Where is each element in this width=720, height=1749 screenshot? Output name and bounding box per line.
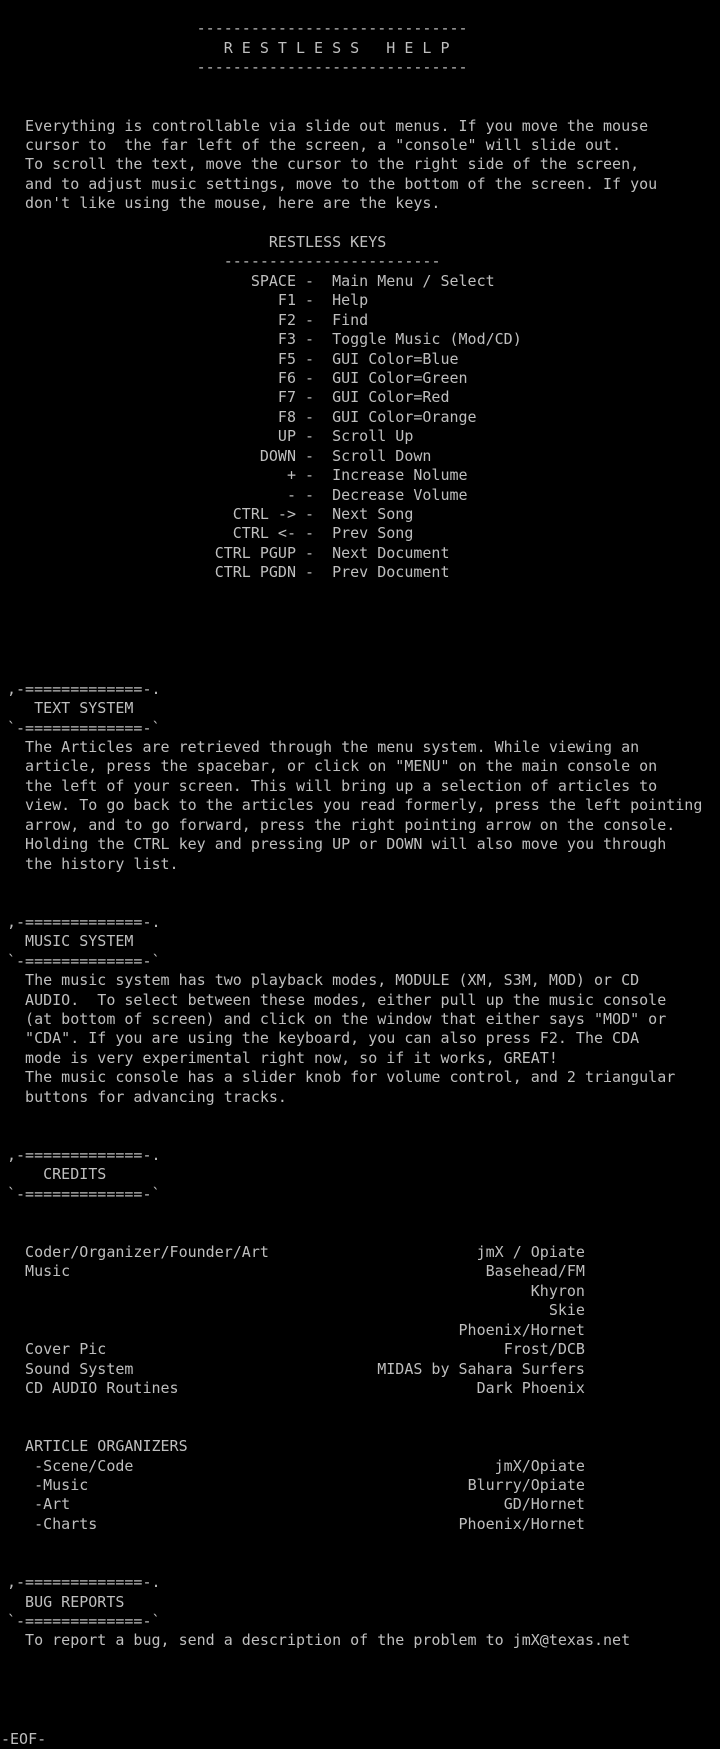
credit-row bbox=[7, 1282, 585, 1301]
page-title: R E S T L E S S H E L P bbox=[223, 38, 450, 57]
credit-person: Skie bbox=[548, 1301, 585, 1320]
organizer-person: Phoenix/Hornet bbox=[458, 1514, 585, 1533]
section-box-bottom: `-=============-` bbox=[7, 1612, 161, 1631]
title-rule-top: ------------------------------ bbox=[196, 19, 468, 38]
title-block bbox=[7, 0, 720, 78]
key-separator: - bbox=[305, 349, 315, 368]
blank-line bbox=[7, 97, 720, 116]
key-action: Main Menu / Select bbox=[332, 271, 495, 290]
section-box-top: ,-=============-. bbox=[7, 912, 161, 931]
section-line: The Articles are retrieved through the menu system. While viewing an bbox=[25, 738, 640, 757]
section-box-bottom: `-=============-` bbox=[7, 951, 161, 970]
key-row bbox=[7, 505, 720, 524]
sections bbox=[7, 583, 720, 1651]
blank-line bbox=[7, 1107, 720, 1126]
blank-line bbox=[7, 660, 720, 679]
section-box-bottom: `-=============-` bbox=[7, 718, 161, 737]
credit-person: MIDAS by Sahara Surfers bbox=[377, 1359, 585, 1378]
key-name: F8 bbox=[277, 407, 296, 426]
organizer-role: -Art bbox=[34, 1495, 71, 1514]
credit-role: CD AUDIO Routines bbox=[25, 1378, 179, 1397]
section-line: the left of your screen. This will bring up a selection of articles to bbox=[25, 776, 658, 795]
section-box-top: ,-=============-. bbox=[7, 1145, 161, 1164]
key-name: CTRL -> bbox=[232, 504, 296, 523]
blank-line bbox=[7, 1224, 720, 1243]
section-line: (at bottom of screen) and click on the window that either says "MOD" or bbox=[25, 1009, 667, 1028]
section-line: The music console has a slider knob for volume control, and 2 triangular bbox=[25, 1068, 676, 1087]
intro-paragraph bbox=[7, 78, 720, 214]
key-row bbox=[7, 311, 720, 330]
organizer-row bbox=[7, 1515, 585, 1534]
section-line: arrow, and to go forward, press the right pointing arrow on the console. bbox=[25, 815, 676, 834]
key-separator: - bbox=[305, 388, 315, 407]
key-row bbox=[7, 369, 720, 388]
credit-person: Phoenix/Hornet bbox=[458, 1320, 585, 1339]
section-text-system bbox=[7, 583, 720, 874]
key-name: F7 bbox=[277, 388, 296, 407]
intro-line: To scroll the text, move the cursor to the right side of the screen, bbox=[25, 155, 640, 174]
intro-line: cursor to the far left of the screen, a "console" will slide out. bbox=[25, 135, 622, 154]
blank-line bbox=[7, 874, 720, 893]
blank-line bbox=[7, 641, 720, 660]
section-line: Holding the CTRL key and pressing UP or DOWN will also move you through bbox=[25, 835, 667, 854]
section-line: AUDIO. To select between these modes, either pull up the music console bbox=[25, 990, 667, 1009]
credit-person: Dark Phoenix bbox=[476, 1378, 585, 1397]
key-action: GUI Color=Blue bbox=[332, 349, 459, 368]
keys-block bbox=[7, 214, 720, 583]
key-action: Help bbox=[332, 291, 369, 310]
key-row bbox=[7, 486, 720, 505]
credit-role: Coder/Organizer/Founder/Art bbox=[25, 1243, 269, 1261]
key-row bbox=[7, 330, 720, 349]
key-action: Prev Song bbox=[332, 524, 414, 543]
key-row bbox=[7, 563, 720, 582]
key-row bbox=[7, 466, 720, 485]
intro-line: and to adjust music settings, move to the bottom of the screen. If you bbox=[25, 174, 658, 193]
key-separator: - bbox=[305, 446, 315, 465]
section-title: MUSIC SYSTEM bbox=[25, 932, 134, 951]
key-action: Next Document bbox=[332, 543, 450, 562]
blank-line bbox=[7, 78, 720, 97]
section-line: mode is very experimental right now, so if it works, GREAT! bbox=[25, 1048, 558, 1067]
credit-row bbox=[7, 1321, 585, 1340]
section-title: BUG REPORTS bbox=[25, 1592, 125, 1611]
organizer-person: GD/Hornet bbox=[503, 1495, 585, 1514]
key-separator: - bbox=[305, 524, 315, 543]
key-action: Find bbox=[332, 310, 369, 329]
credit-person: jmX / Opiate bbox=[476, 1243, 585, 1261]
key-action: Prev Document bbox=[332, 563, 450, 582]
key-separator: - bbox=[305, 466, 315, 485]
section-box-top: ,-=============-. bbox=[7, 679, 161, 698]
section-title: TEXT SYSTEM bbox=[34, 699, 134, 718]
blank-line bbox=[7, 1204, 720, 1223]
credit-role: Cover Pic bbox=[25, 1340, 107, 1359]
key-name: CTRL <- bbox=[232, 524, 296, 543]
key-name: + bbox=[286, 466, 296, 485]
key-name: SPACE bbox=[250, 271, 296, 290]
key-action: Scroll Up bbox=[332, 427, 414, 446]
credit-row bbox=[7, 1360, 585, 1379]
key-action: Toggle Music (Mod/CD) bbox=[332, 330, 522, 349]
key-row bbox=[7, 408, 720, 427]
key-row bbox=[7, 272, 720, 291]
key-action: Increase Nolume bbox=[332, 466, 468, 485]
intro-line: don't like using the mouse, here are the keys. bbox=[25, 194, 441, 213]
key-separator: - bbox=[305, 291, 315, 310]
key-name: F5 bbox=[277, 349, 296, 368]
credit-row bbox=[7, 1262, 585, 1281]
section-line: buttons for advancing tracks. bbox=[25, 1087, 287, 1106]
key-row bbox=[7, 350, 720, 369]
key-action: Scroll Down bbox=[332, 446, 432, 465]
key-separator: - bbox=[305, 407, 315, 426]
key-name: CTRL PGDN bbox=[214, 563, 296, 582]
key-name: F6 bbox=[277, 369, 296, 388]
blank-line bbox=[7, 0, 720, 19]
section-box-bottom: `-=============-` bbox=[7, 1184, 161, 1203]
key-name: F2 bbox=[277, 310, 296, 329]
organizer-person: jmX/Opiate bbox=[494, 1456, 585, 1475]
section-title: CREDITS bbox=[43, 1165, 107, 1184]
intro-line: Everything is controllable via slide out menus. If you move the mouse bbox=[25, 116, 649, 135]
section-line: "CDA". If you are using the keyboard, you can also press F2. The CDA bbox=[25, 1029, 640, 1048]
key-row bbox=[7, 291, 720, 310]
key-action: GUI Color=Orange bbox=[332, 407, 477, 426]
key-row bbox=[7, 544, 720, 563]
key-name: CTRL PGUP bbox=[214, 543, 296, 562]
section-line: The music system has two playback modes, MODULE (XM, S3M, MOD) or CD bbox=[25, 971, 640, 990]
key-row bbox=[7, 524, 720, 543]
key-action: GUI Color=Green bbox=[332, 369, 468, 388]
key-separator: - bbox=[305, 485, 315, 504]
key-action: Decrease Volume bbox=[332, 485, 468, 504]
key-row bbox=[7, 388, 720, 407]
key-name: F3 bbox=[277, 330, 296, 349]
section-line: the history list. bbox=[25, 854, 179, 873]
organizer-role: -Music bbox=[34, 1476, 89, 1495]
key-row bbox=[7, 447, 720, 466]
key-separator: - bbox=[305, 427, 315, 446]
key-name: - bbox=[286, 485, 296, 504]
eof-marker: -EOF- bbox=[1, 1729, 47, 1748]
organizer-person: Blurry/Opiate bbox=[467, 1476, 585, 1495]
key-name: DOWN bbox=[259, 446, 296, 465]
title-rule-bottom: ------------------------------ bbox=[196, 58, 468, 77]
organizer-role: -Scene/Code bbox=[34, 1456, 134, 1475]
credit-row bbox=[7, 1340, 585, 1359]
key-action: Next Song bbox=[332, 504, 414, 523]
credit-row bbox=[7, 1379, 585, 1398]
section-line: article, press the spacebar, or click on "MENU" on the main console on bbox=[25, 757, 658, 776]
section-music-system bbox=[7, 874, 720, 1107]
organizer-row bbox=[7, 1457, 585, 1476]
blank-line bbox=[7, 893, 720, 912]
organizer-row bbox=[7, 1476, 585, 1495]
section-line: view. To go back to the articles you read formerly, press the left pointing bbox=[25, 796, 703, 815]
organizer-row bbox=[7, 1495, 585, 1514]
section-credits bbox=[7, 1107, 720, 1534]
blank-line bbox=[7, 1534, 720, 1553]
key-separator: - bbox=[305, 543, 315, 562]
credit-row bbox=[7, 1243, 585, 1262]
key-separator: - bbox=[305, 504, 315, 523]
credit-role: Sound System bbox=[25, 1359, 134, 1378]
credit-role: Music bbox=[25, 1262, 71, 1281]
key-name: UP bbox=[277, 427, 296, 446]
blank-line bbox=[7, 1398, 720, 1417]
key-separator: - bbox=[305, 563, 315, 582]
credit-person: Frost/DCB bbox=[503, 1340, 585, 1359]
credit-person: Basehead/FM bbox=[485, 1262, 585, 1281]
blank-line bbox=[7, 1554, 720, 1573]
keys-rule: ------------------------ bbox=[223, 252, 441, 271]
blank-line bbox=[7, 602, 720, 621]
key-separator: - bbox=[305, 310, 315, 329]
key-action: GUI Color=Red bbox=[332, 388, 450, 407]
credit-person: Khyron bbox=[530, 1281, 585, 1300]
section-bug-reports bbox=[7, 1534, 720, 1651]
organizers-heading: ARTICLE ORGANIZERS bbox=[25, 1437, 188, 1456]
blank-line bbox=[7, 1418, 720, 1437]
section-box-top: ,-=============-. bbox=[7, 1573, 161, 1592]
blank-line bbox=[7, 1126, 720, 1145]
blank-line bbox=[7, 622, 720, 641]
blank-line bbox=[7, 214, 720, 233]
key-name: F1 bbox=[277, 291, 296, 310]
blank-line bbox=[7, 583, 720, 602]
credit-row bbox=[7, 1301, 585, 1320]
key-separator: - bbox=[305, 271, 315, 290]
key-separator: - bbox=[305, 330, 315, 349]
organizer-role: -Charts bbox=[34, 1514, 98, 1533]
key-separator: - bbox=[305, 369, 315, 388]
section-line: To report a bug, send a description of the problem to jmX@texas.net bbox=[25, 1631, 631, 1650]
keys-heading: RESTLESS KEYS bbox=[268, 233, 387, 252]
key-row bbox=[7, 427, 720, 446]
